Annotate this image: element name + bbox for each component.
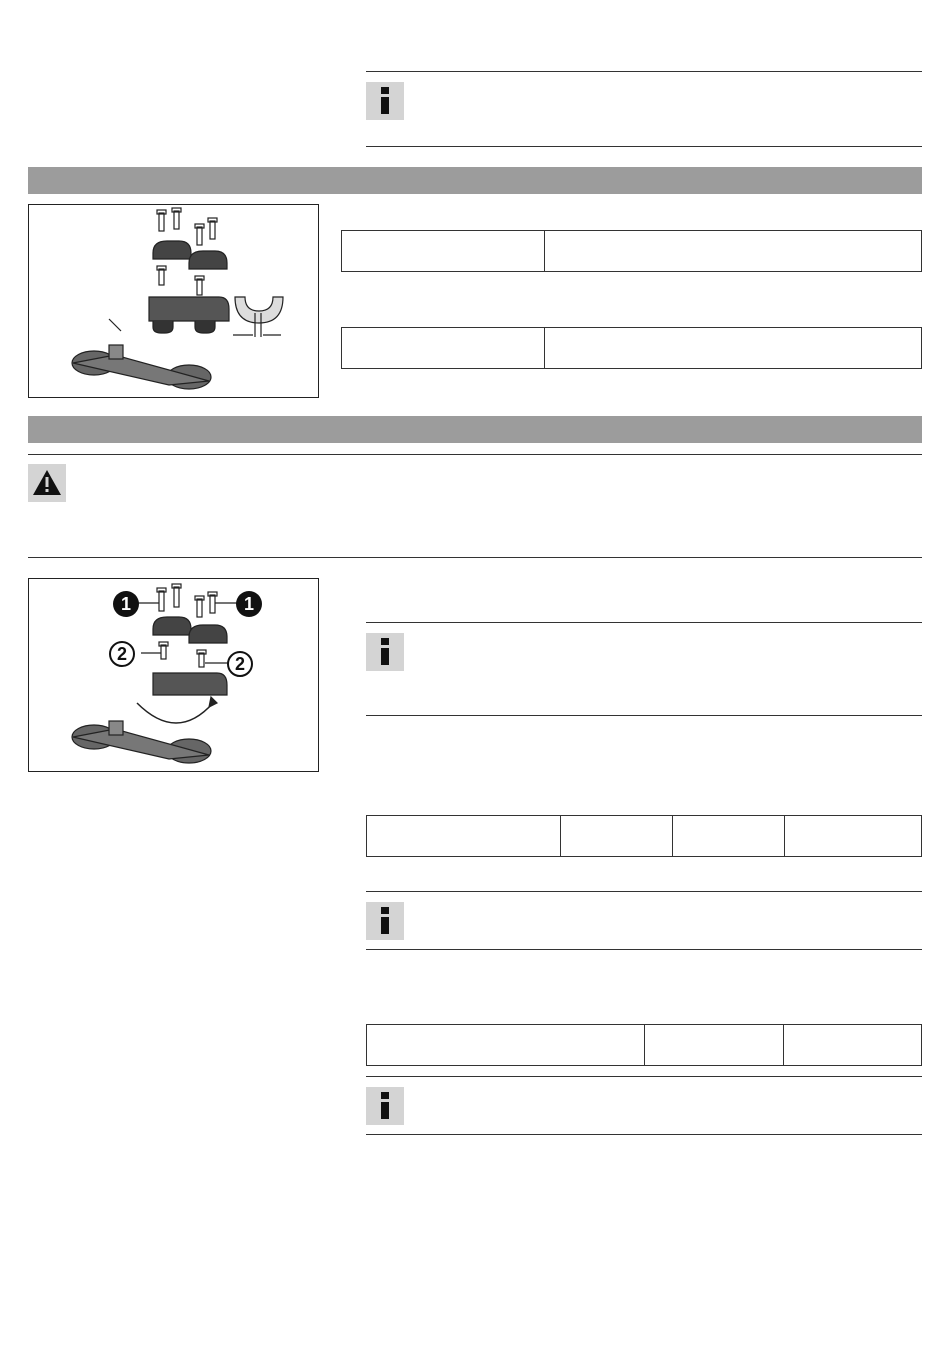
note-rule-bottom [366, 1134, 922, 1135]
figure-handlebar-support-turned [28, 578, 319, 772]
info-icon [366, 1087, 404, 1125]
callout-1-right: 1 [236, 591, 262, 617]
callout-2-left: 2 [109, 641, 135, 667]
note-rule-bottom [366, 949, 922, 950]
info-icon [366, 902, 404, 940]
table-cell [784, 1025, 922, 1066]
warning-rule-top [28, 454, 922, 455]
table-cell [545, 231, 922, 272]
note-rule-top [366, 71, 922, 72]
note-rule-top [366, 891, 922, 892]
spec-table-3 [366, 815, 922, 857]
info-icon [366, 82, 404, 120]
table-cell [545, 328, 922, 369]
section-header-bar [28, 167, 922, 194]
table-row [342, 328, 922, 369]
table-row [342, 231, 922, 272]
figure-handlebar-support-exploded [28, 204, 319, 398]
table-row [367, 816, 922, 857]
table-cell [645, 1025, 784, 1066]
note-rule-bottom [366, 715, 922, 716]
note-rule-top [366, 1076, 922, 1077]
callout-1-left: 1 [113, 591, 139, 617]
spec-table-2 [341, 327, 922, 369]
table-cell [367, 1025, 645, 1066]
section-header-bar [28, 416, 922, 443]
support-rotation-illustration [29, 579, 318, 771]
triple-clamp-illustration [29, 205, 318, 397]
table-cell [342, 328, 545, 369]
callout-2-right: 2 [227, 651, 253, 677]
info-icon [366, 633, 404, 671]
warning-icon [28, 464, 66, 502]
table-cell [561, 816, 673, 857]
table-row [367, 1025, 922, 1066]
table-cell [785, 816, 922, 857]
warning-rule-bottom [28, 557, 922, 558]
table-cell [342, 231, 545, 272]
table-cell [367, 816, 561, 857]
note-rule-top [366, 622, 922, 623]
note-rule-bottom [366, 146, 922, 147]
spec-table-1 [341, 230, 922, 272]
spec-table-4 [366, 1024, 922, 1066]
table-cell [673, 816, 785, 857]
